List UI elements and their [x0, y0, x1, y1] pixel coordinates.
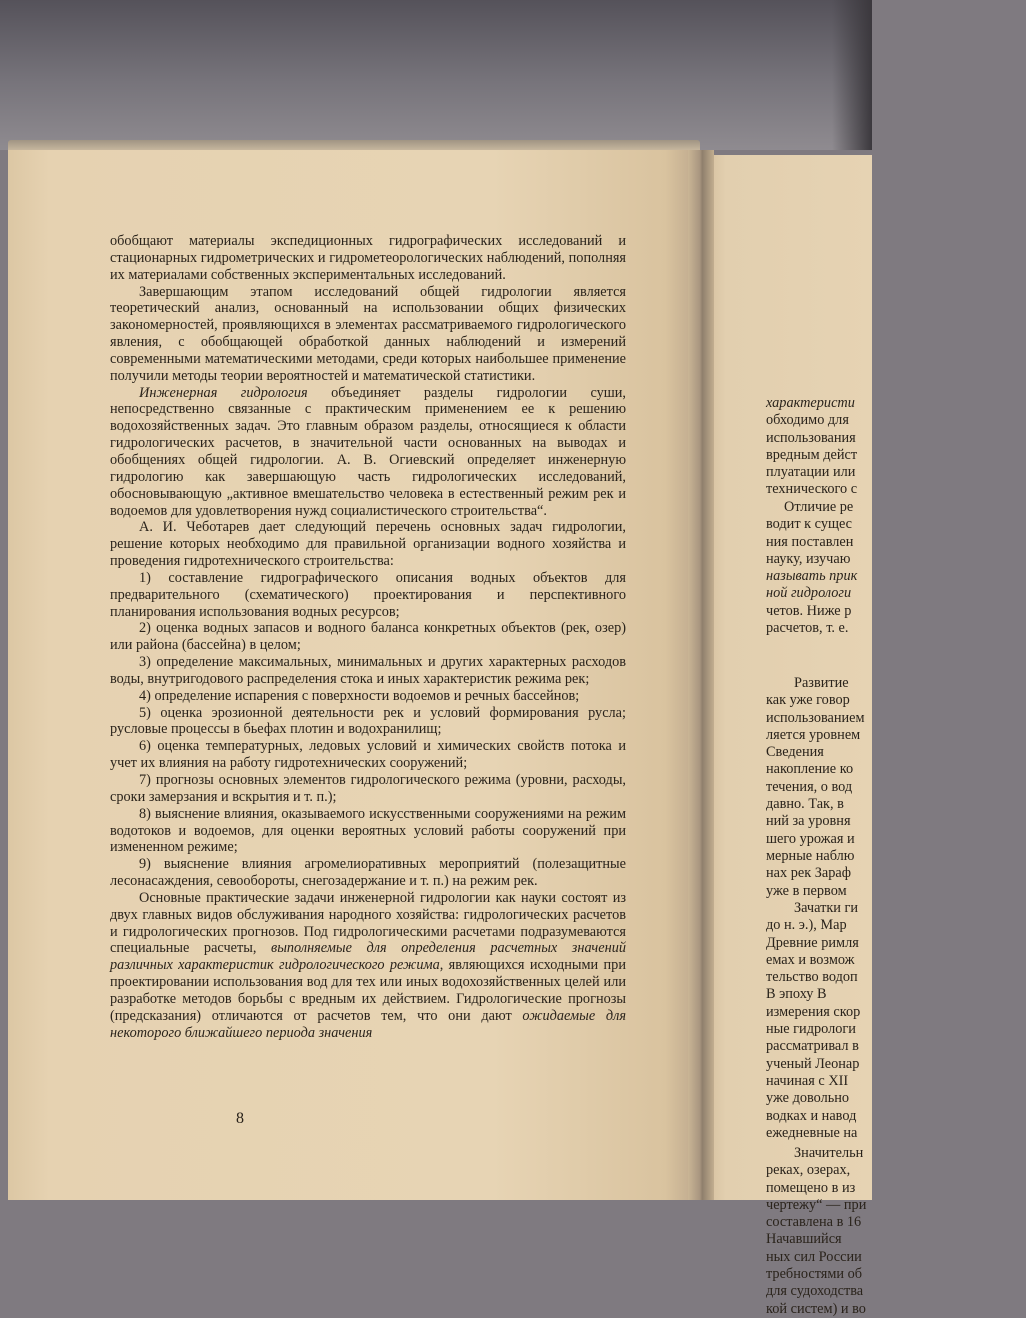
text-line: Древние римля: [766, 934, 859, 951]
right-page-paragraph: [766, 675, 865, 900]
book-gutter: [688, 150, 714, 1200]
text-line: Отличие ре: [784, 499, 854, 515]
text-line: Значительн: [794, 1145, 864, 1161]
text-line: называть прик: [766, 568, 858, 585]
text-line: водит к сущес: [766, 516, 853, 533]
text-line: четов. Ниже р: [766, 602, 852, 619]
paragraph: обобщают материалы экспедиционных гидрографических исследований и стационарных гидрометрических и гидрометеорологических наблюдений, пополняя их материалами собственных экспериментальных исследований.: [110, 233, 626, 283]
text-line: Зачатки ги: [794, 900, 859, 916]
paragraph: Завершающим этапом исследований общей гидрологии является теоретический анализ, основанный на использовании общих физических закономерностей, проявляющихся в элементах рассматриваемого гидрологического явления, с обобщающей обработкой данных наблюдений и измерений современными математическими методами, среди которых наибольшее применение получили методы теории вероятностей и математической статистики.: [110, 283, 626, 384]
text-line: расчетов, т. е.: [766, 620, 849, 637]
text-line: ний за уровня: [766, 813, 851, 830]
paragraph: 5) оценка эрозионной деятельности рек и условий формирования русла; русловые процессы в бьефах плотин и водохранилищ;: [110, 704, 626, 738]
paragraph: 8) выяснение влияния, оказываемого искусственными сооружениями на режим водотоков и водоемов, для оценки вероятных условий работы сооружений при измененном режиме;: [110, 805, 626, 856]
right-page-paragraph: [766, 900, 860, 1142]
text-line: как уже говор: [766, 692, 850, 709]
text-line: накопление ко: [766, 761, 854, 778]
text-line: мерные наблю: [766, 847, 855, 864]
text-line: для судоходства: [766, 1283, 864, 1300]
text-line: реках, озерах,: [766, 1162, 851, 1179]
text-line: В эпоху В: [766, 986, 827, 1003]
text-line: давно. Так, в: [766, 796, 844, 813]
text-line: науку, изучаю: [766, 550, 851, 567]
text-line: Начавшийся: [766, 1231, 842, 1248]
text-line: использования: [766, 429, 856, 446]
right-page: [706, 155, 872, 1317]
paragraph: 6) оценка температурных, ледовых условий и химических свойств потока и учет их влияния на работу гидротехнических сооружений;: [110, 738, 626, 772]
text-line: шего урожая и: [766, 830, 855, 847]
text-line: чертежу“ — при: [766, 1196, 867, 1213]
paragraph: А. И. Чеботарев дает следующий перечень основных задач гидрологии, решение которых необходимо для правильной организации водного хозяйства и проведения гидротехнического строительства:: [110, 519, 626, 570]
text-line: измерения скор: [766, 1003, 861, 1020]
paragraph: 2) оценка водных запасов и водного баланса конкретных объектов (рек, озер) или района (бассейна) в целом;: [110, 620, 626, 654]
text-line: ные гидрологи: [766, 1021, 856, 1038]
paragraph: 4) определение испарения с поверхности водоемов и речных бассейнов;: [139, 687, 580, 704]
italic-term: Инженерная гидрология: [139, 384, 308, 401]
paragraph: Инженерная гидрология объединяет разделы гидрологии суши, непосредственно связанные с практическим применением ее к решению водохозяйственных задач. Это главным образом разделы, относящиеся к области гидрологических расчетов, в значительной части основанных на выводах и обобщениях общей гидрологии. А. В. Огиевский определяет инженерную гидрологию как завершающую часть гидрологических исследований, обосновывающую „активное вмешательство человека в естественный режим рек и водоемов для удовлетворения нужд социалистического строительства“.: [110, 384, 626, 519]
background-surface: [0, 0, 872, 150]
left-page-text: [110, 233, 626, 1042]
text-line: рассматривал в: [766, 1038, 859, 1055]
paragraph: Основные практические задачи инженерной гидрологии как науки состоят из двух главных видов обслуживания народного хозяйства: гидрологических расчетов и гидрологических прогнозов. Под гидрологическими расчетами подразумеваются специальные расчеты, выполняемые для определения расчетных значений различных характеристик гидрологического режима, являющихся исходными при проектировании использования вод для тех или иных водохозяйственных целей или разработке методов борьбы с вредным их действием. Гидрологические прогнозы (предсказания) отличаются от расчетов тем, что они дают ожидаемые для некоторого ближайшего периода значения: [110, 889, 627, 1041]
page-number: 8: [236, 1110, 244, 1127]
right-page-paragraph: [766, 499, 857, 637]
text-line: технического с: [766, 481, 858, 498]
text-line: уже довольно: [766, 1090, 850, 1107]
paragraph: 9) выяснение влияния агромелиоративных мероприятий (полезащитные лесонасаждения, севообороты, снегозадержание и т. п.) на режим рек.: [110, 856, 626, 890]
text-line: ученый Леонар: [766, 1055, 860, 1072]
right-page-paragraph: [766, 1145, 866, 1318]
paragraph: 1) составление гидрографического описания водных объектов для предварительного (схематического) проектирования и перспективного планирования использования водных ресурсов;: [110, 569, 626, 620]
text-line: нах рек Зараф: [766, 865, 851, 882]
paragraph: 3) определение максимальных, минимальных и других характерных расходов воды, внутригодового распределения стока и иных характеристик режима рек;: [110, 654, 626, 687]
text-line: тельство водоп: [766, 969, 858, 986]
text-line: ных сил России: [766, 1248, 862, 1265]
text-line: ляется уровнем: [766, 726, 861, 743]
paragraph: 7) прогнозы основных элементов гидрологического режима (уровни, расходы, сроки замерзания и вскрытия и т. п.);: [110, 772, 626, 805]
italic-phrase: ожидаемые для некоторого ближайшего периода значения: [110, 1007, 627, 1041]
text-line: использованием: [766, 709, 865, 726]
text-line: водках и навод: [766, 1107, 857, 1124]
text-line: начиная с XII: [766, 1072, 849, 1089]
italic-phrase: выполняемые для определения расчетных значений различных характеристик гидрологического режима: [110, 940, 626, 974]
text-line: характеристи: [766, 395, 855, 411]
text-line: Развитие: [794, 675, 849, 691]
text-line: до н. э.), Мар: [766, 917, 847, 934]
text-line: ежедневные на: [766, 1124, 858, 1141]
text-line: составлена в 16: [766, 1214, 862, 1231]
text-line: емах и возмож: [766, 951, 855, 968]
text-line: требностями об: [766, 1266, 863, 1283]
text-line: Сведения: [766, 744, 824, 761]
text-line: уже в первом: [766, 882, 847, 899]
text-line: ной гидрологи: [766, 585, 852, 602]
text-line: плуатации или: [766, 464, 856, 481]
text-line: ния поставлен: [766, 533, 854, 550]
text-line: течения, о вод: [766, 778, 853, 795]
right-page-paragraph: [766, 395, 857, 499]
text-line: помещено в из: [766, 1179, 856, 1196]
text-line: обходимо для: [766, 412, 849, 429]
text-line: вредным дейст: [766, 446, 858, 463]
text-line: кой систем) и во: [766, 1300, 866, 1317]
